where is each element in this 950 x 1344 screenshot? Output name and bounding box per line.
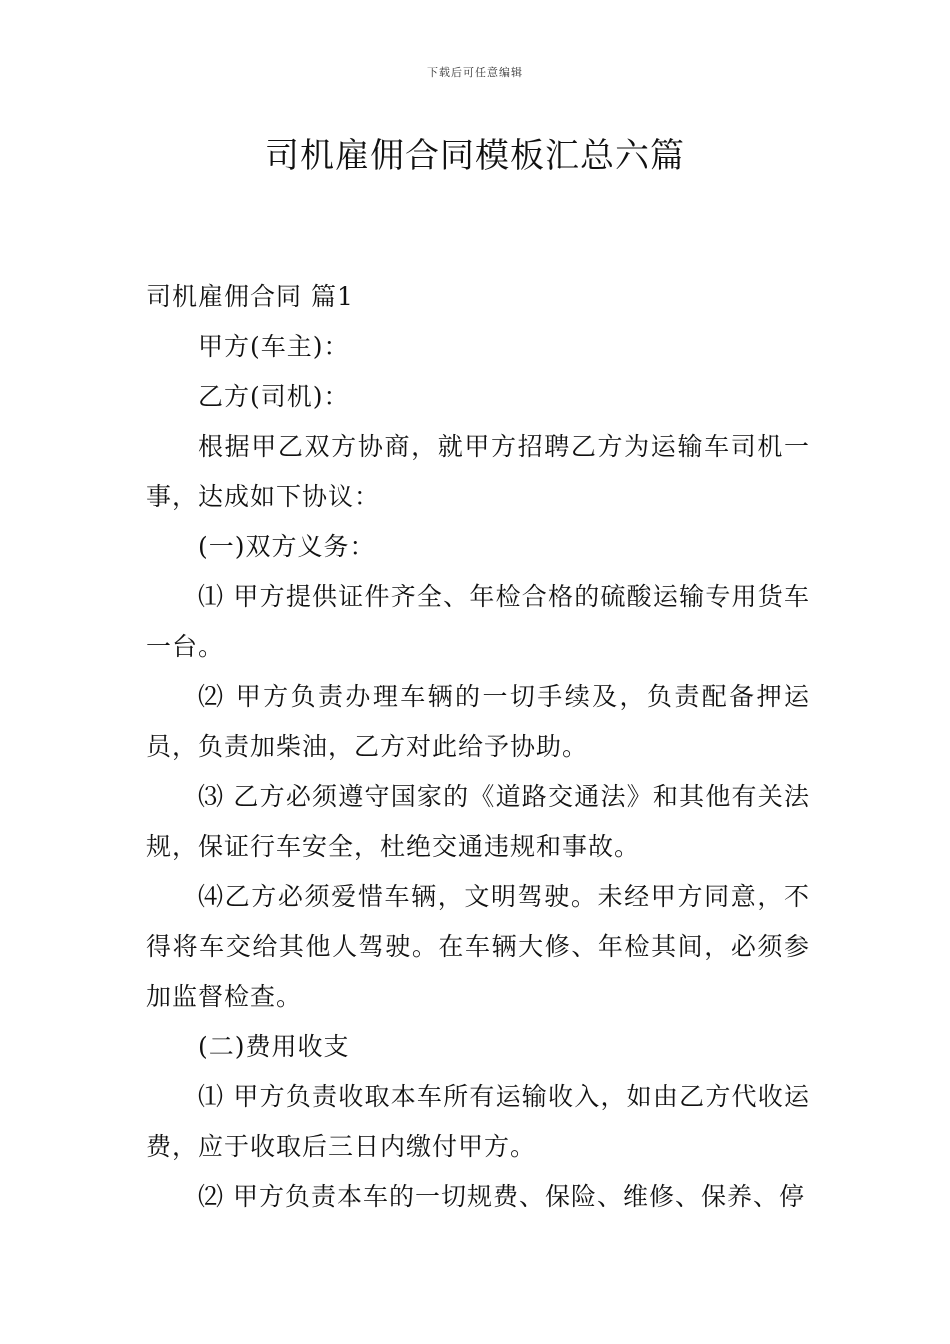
party-b-line: 乙方(司机)： — [198, 382, 350, 411]
clause-item: ⑷乙方必须爱惜车辆，文明驾驶。未经甲方同意，不得将车交给其他人驾驶。在车辆大修、年检其间，必须参加监督检查。 — [146, 882, 810, 1011]
clause-item: ⑴ 甲方负责收取本车所有运输收入，如由乙方代收运费，应于收取后三日内缴付甲方。 — [146, 1082, 810, 1161]
clause-heading-expenses: (二)费用收支 — [198, 1032, 350, 1061]
clause-item: ⑶ 乙方必须遵守国家的《道路交通法》和其他有关法规，保证行车安全，杜绝交通违规和事故。 — [146, 782, 810, 861]
party-a-line: 甲方(车主)： — [198, 332, 350, 361]
preamble-paragraph: 根据甲乙双方协商，就甲方招聘乙方为运输车司机一事，达成如下协议： — [146, 432, 810, 511]
section-heading: 司机雇佣合同 篇1 — [146, 282, 354, 311]
document-title: 司机雇佣合同模板汇总六篇 — [265, 136, 685, 176]
clause-item: ⑵ 甲方负责本车的一切规费、保险、维修、保养、停 — [198, 1182, 805, 1211]
document-body — [146, 272, 810, 1222]
clause-heading-obligations: (一)双方义务： — [198, 532, 376, 561]
clause-item: ⑴ 甲方提供证件齐全、年检合格的硫酸运输专用货车一台。 — [146, 582, 810, 661]
header-note: 下载后可任意编辑 — [427, 66, 523, 79]
clause-item: ⑵ 甲方负责办理车辆的一切手续及，负责配备押运员，负责加柴油，乙方对此给予协助。 — [146, 682, 810, 761]
